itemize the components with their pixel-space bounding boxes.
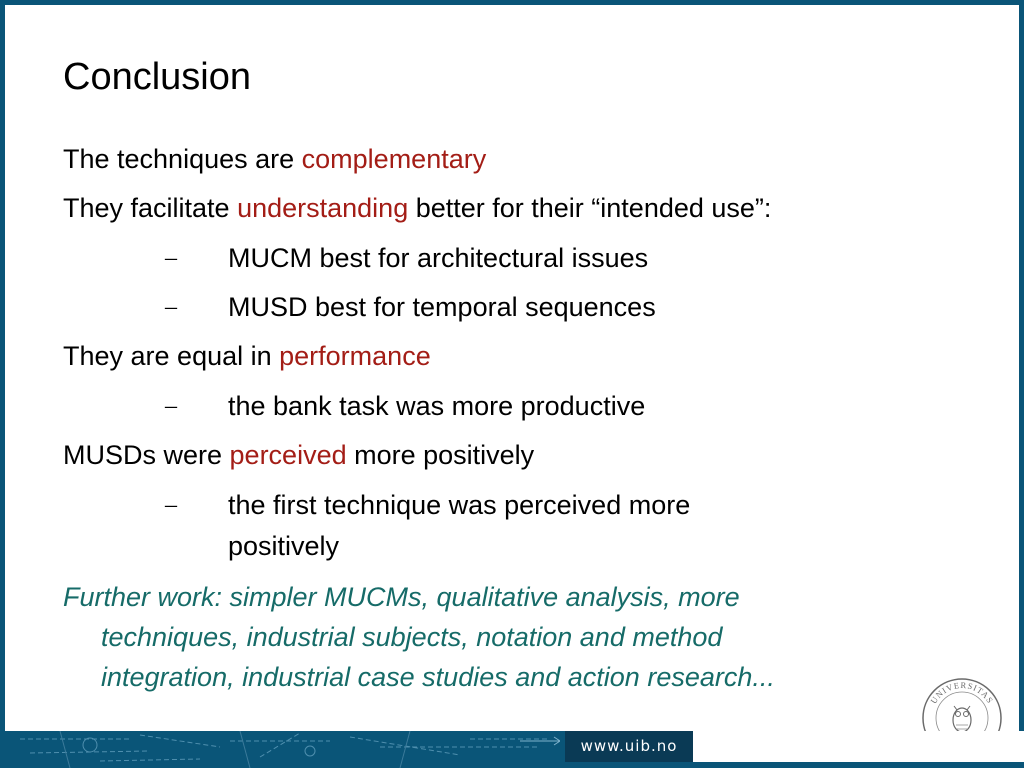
dash-marker: –	[165, 492, 177, 518]
bullet-complementary	[63, 142, 486, 176]
footer-spacer	[696, 731, 1024, 762]
bullet-text: better for their “intended use”:	[408, 193, 772, 223]
bullet-text: MUSDs were	[63, 440, 230, 470]
dash-marker: –	[165, 294, 177, 320]
bullet-text: They facilitate	[63, 193, 238, 223]
slide-title: Conclusion	[63, 56, 251, 98]
further-work-line: techniques, industrial subjects, notation and method	[101, 622, 723, 652]
footer-url[interactable]: www.uib.no	[580, 737, 678, 755]
bullet-perceived	[63, 438, 534, 472]
footer-bar	[0, 731, 1024, 768]
highlight-text: perceived	[229, 440, 347, 470]
footer-decoration	[0, 731, 560, 768]
sub-bullet-first-technique: the first technique was perceived more	[228, 490, 691, 520]
bullet-text: The techniques are	[63, 144, 302, 174]
dash-marker: –	[165, 245, 177, 271]
sub-bullet-musd: MUSD best for temporal sequences	[228, 292, 656, 322]
sub-bullet-mucm: MUCM best for architectural issues	[228, 243, 649, 273]
highlight-text: complementary	[301, 144, 487, 174]
bullet-performance	[63, 339, 431, 373]
bullet-text: more positively	[346, 440, 535, 470]
sub-bullet-first-technique-cont: positively	[228, 531, 340, 561]
dash-marker: –	[165, 393, 177, 419]
highlight-text: understanding	[237, 193, 409, 223]
highlight-text: performance	[279, 341, 431, 371]
further-work	[63, 577, 968, 697]
svg-text:UNIVERSITAS: UNIVERSITAS	[928, 679, 996, 706]
further-work-line: Further work: simpler MUCMs, qualitative analysis, more	[63, 582, 740, 612]
bullet-text: They are equal in	[63, 341, 280, 371]
bullet-understanding	[63, 191, 771, 225]
further-work-line: integration, industrial case studies and action research...	[101, 662, 775, 692]
sub-bullet-bank-task: the bank task was more productive	[228, 391, 646, 421]
footer-url-box	[565, 731, 696, 762]
